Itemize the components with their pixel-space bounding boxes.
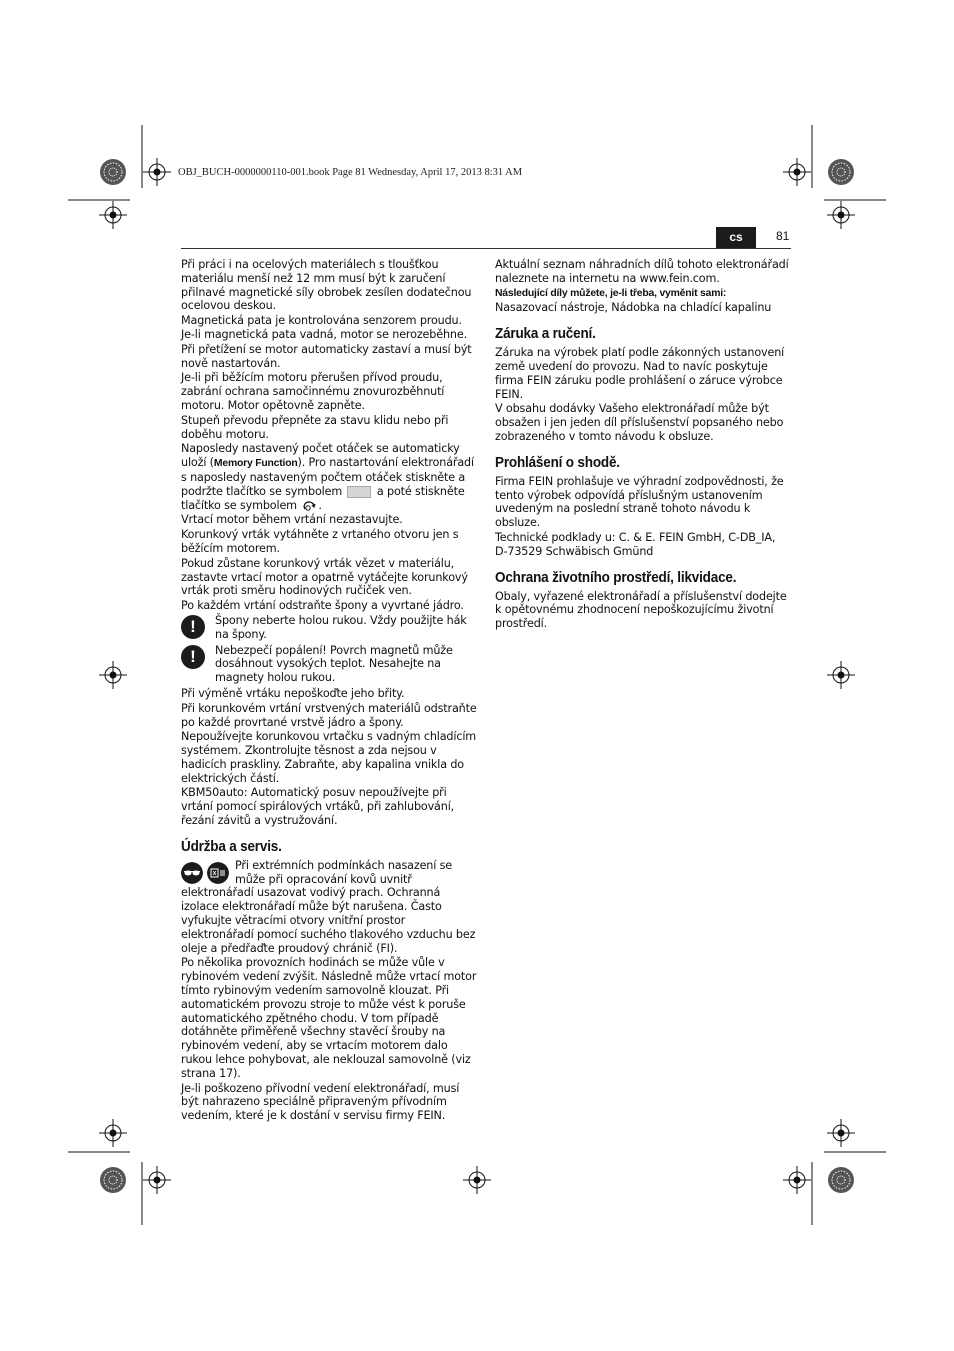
- warning-exclamation-icon: !: [181, 645, 205, 669]
- paragraph: Při korunkovém vrtání vrstvených materiálů odstraňte po každé provrtané vrstvě jádro a špony.: [181, 701, 477, 729]
- memory-function-term: Memory Function: [213, 458, 298, 470]
- paragraph: Firma FEIN prohlašuje ve výhradní zodpovědnosti, že tento výrobek odpovídá příslušným ustanovením uvedeným na poslední straně tohoto návodu k obsluze.: [495, 474, 784, 530]
- paragraph: Po několika provozních hodinách se může vůle v rybinovém vedení zvýšit. Následně může vrtací motor tímto rybinovým vedením samovolně klouzat. Při automatickém provozu stroje to může vést k poruše automatického zpětného chodu. V tom případě dotáhněte přiměřeně všechny stavěcí šrouby na rybinovém vedení, aby se vrtacím motorem dalo rukou lehce pohybovat, ale neklouzal samovolně (viz strana 17).: [181, 956, 477, 1080]
- paragraph-memory-function: [181, 442, 478, 512]
- paragraph: Záruka na výrobek platí podle zákonných ustanovení země uvedení do provozu. Nad to navíc poskytuje firma FEIN záruku podle prohlášení o záruce výrobce FEIN.: [495, 346, 785, 401]
- memory-symbol-icon: [302, 500, 316, 512]
- header-rule: [181, 248, 791, 249]
- warning-block: [181, 614, 478, 643]
- warning-exclamation-icon: !: [181, 615, 205, 639]
- text: .: [318, 498, 322, 512]
- paragraph: Technické podklady u: C. & E. FEIN GmbH, C-DB_IA, D-73529 Schwäbisch Gmünd: [495, 530, 776, 558]
- button-symbol-icon: [347, 486, 371, 498]
- text: ). Pro nastartování elektronářadí s naposledy nastaveným počtem otáček stiskněte a podržte tlačítko se symbolem: [181, 456, 474, 498]
- compressed-air-icon: [207, 862, 229, 884]
- print-slug: OBJ_BUCH-0000000110-001.book Page 81 Wednesday, April 17, 2013 8:31 AM: [178, 167, 523, 178]
- paragraph: Vrtací motor během vrtání nezastavujte.: [181, 513, 403, 527]
- paragraph: Nasazovací nástroje, Nádobka na chladící kapalinu: [495, 301, 772, 315]
- maintenance-block: [181, 859, 478, 956]
- paragraph: Při výměně vrtáku nepoškoďte jeho břity.: [181, 686, 405, 700]
- paragraph: Pokud zůstane korunkový vrták vězet v materiálu, zastavte vrtací motor a opatrně vytáčejte korunkový vrták proti směru hodinových ručiček ven.: [181, 556, 468, 598]
- eye-protection-icon: [181, 862, 203, 884]
- text: a poté stiskněte tlačítko se symbolem: [181, 484, 465, 512]
- maintenance-icons: [181, 862, 229, 884]
- section-heading-conformity: Prohlášení o shodě.: [495, 453, 620, 471]
- text: Naposledy nastavený počet otáček se automaticky uloží (: [181, 442, 460, 470]
- language-badge: cs: [716, 227, 756, 248]
- section-heading-maintenance: Údržba a servis.: [181, 837, 282, 855]
- paragraph: Aktuální seznam náhradních dílů tohoto elektronářadí naleznete na internetu na www.fein.com.: [495, 258, 789, 285]
- warning-text: Špony neberte holou rukou. Vždy použijte hák na špony.: [215, 613, 467, 641]
- paragraph: V obsahu dodávky Vašeho elektronářadí může být obsažen i jen jeden díl příslušenství popsaného nebo zobrazeného v tomto návodu k obsluze.: [495, 402, 784, 443]
- section-heading-environment: Ochrana životního prostředí, likvidace.: [495, 568, 737, 586]
- paragraph: Stupeň převodu přepněte za stavu klidu nebo při doběhu motoru.: [181, 413, 449, 441]
- paragraph: Je-li při běžícím motoru přerušen přívod proudu, zabrání ochrana samočinnému znovurozběhnutí motoru. Motor opětovně zapněte.: [181, 371, 445, 412]
- right-column: [495, 258, 791, 632]
- warning-block: [181, 644, 478, 686]
- paragraph: KBM50auto: Automatický posuv nepoužívejte při vrtání pomocí spirálových vrtáků, při zahlubování, řezání závitů a vystružování.: [181, 786, 455, 828]
- paragraph: Je-li poškozeno přívodní vedení elektronářadí, musí být nahrazeno speciálně připraveným přívodním vedením, které je k dostání v servisu firmy FEIN.: [181, 1081, 460, 1123]
- bold-label: Následující díly můžete, je-li třeba, vyměnit sami:: [495, 287, 727, 299]
- left-column: [181, 258, 478, 1124]
- paragraph: Magnetická pata je kontrolována senzorem proudu. Je-li magnetická pata vadná, motor se nerozeběhne.: [181, 314, 467, 341]
- page-number: 81: [776, 229, 790, 243]
- paragraph: Korunkový vrták vytáhněte z vrtaného otvoru jen s běžícím motorem.: [181, 528, 459, 555]
- warning-text: Nebezpečí popálení! Povrch magnetů může dosáhnout vysokých teplot. Nesahejte na magnety holou rukou.: [215, 643, 453, 685]
- paragraph: Obaly, vyřazené elektronářadí a příslušenství dodejte k opětovnému zhodnocení nepoškozujícímu životní prostředí.: [495, 589, 787, 631]
- paragraph: Po každém vrtání odstraňte špony a vyvrtané jádro.: [181, 599, 464, 613]
- section-heading-warranty: Záruka a ručení.: [495, 325, 596, 343]
- paragraph: Při přetížení se motor automaticky zastaví a musí být nově nastartován.: [181, 342, 472, 370]
- paragraph: Nepoužívejte korunkovou vrtačku s vadným chladícím systémem. Zkontrolujte těsnost a zda nejsou v hadicích praskliny. Zabraňte, aby kapalina vnikla do elektrických částí.: [181, 730, 477, 785]
- paragraph: Při extrémních podmínkách nasazení se může při opracování kovů uvnitř elektronářadí usazovat vodivý prach. Ochranná izolace elektronářadí může být narušena. Často vyfukujte větracími otvory vnitřní prostor elektronářadí pomocí suchého tlakového vzduchu bez oleje a předřaďte proudový chránič (FI).: [181, 858, 476, 955]
- paragraph: Při práci i na ocelových materiálech s tloušťkou materiálu menší než 12 mm musí být k zaručení přilnavé magnetické síly obrobek zesílen dodatečnou ocelovou deskou.: [181, 258, 472, 313]
